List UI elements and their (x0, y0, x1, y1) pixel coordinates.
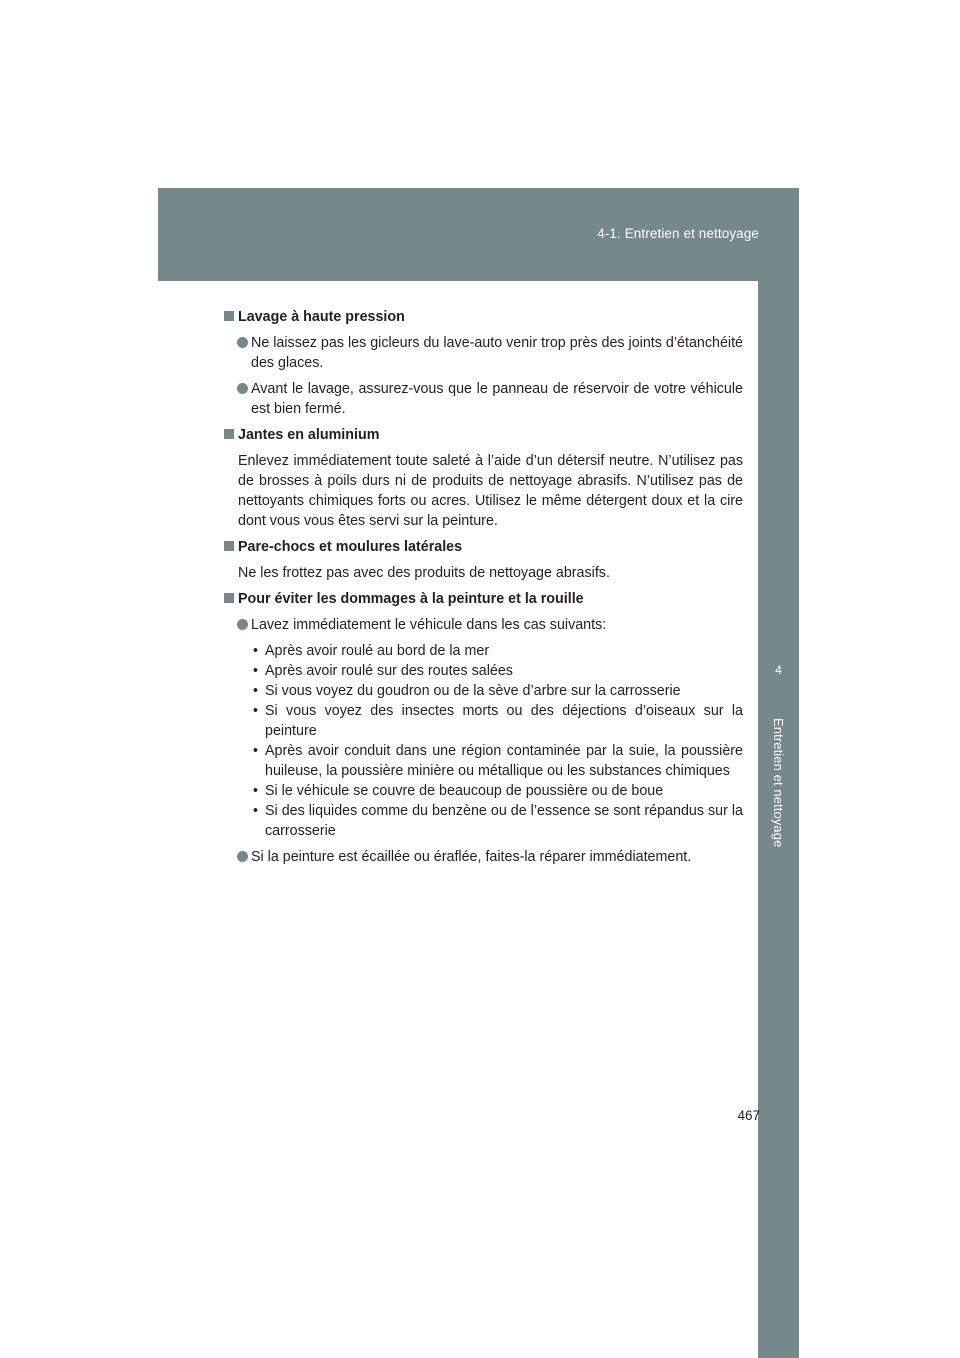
paragraph-bumpers: Ne les frottez pas avec des produits de nettoyage abrasifs. (238, 565, 610, 581)
list-item: • Si vous voyez des insectes morts ou des déjections d’oiseaux sur la peinture (253, 703, 743, 739)
square-bullet-icon (224, 541, 234, 551)
page-number: 467 (737, 1108, 760, 1123)
list-item: • Si le véhicule se couvre de beaucoup de poussière ou de boue (253, 783, 664, 799)
bullet-dot-icon: • (253, 663, 259, 679)
list-item: • Si des liquides comme du benzène ou de l’essence se sont répandus sur la carrosserie (253, 803, 743, 839)
square-bullet-icon (224, 429, 234, 439)
list-item: Si la peinture est écaillée ou éraflée, faites-la réparer immédiatement. (224, 847, 743, 867)
list-item: Ne laissez pas les gicleurs du lave-auto venir trop près des joints d’étanchéité des glaces. (224, 333, 743, 373)
circle-bullet-icon (237, 383, 248, 394)
circle-bullet-icon (237, 337, 248, 348)
list-item: • Après avoir roulé sur des routes salées (253, 663, 513, 679)
cases-list (224, 641, 743, 841)
chapter-label: Entretien et nettoyage (771, 718, 786, 848)
bullet-dot-icon: • (253, 683, 259, 699)
list-item: Lavez immédiatement le véhicule dans les cas suivants: (224, 615, 743, 635)
circle-bullet-icon (237, 851, 248, 862)
section-heading-high-pressure: Lavage à haute pression (224, 307, 743, 327)
section-heading-bumpers: Pare-chocs et moulures latérales (224, 537, 743, 557)
square-bullet-icon (224, 311, 234, 321)
list-item: • Après avoir conduit dans une région contaminée par la suie, la poussière huileuse, la poussière minière ou métallique ou les substances chimiques (253, 743, 743, 779)
section-heading-paint-rust: Pour éviter les dommages à la peinture et la rouille (224, 589, 743, 609)
page-content (224, 307, 743, 873)
circle-bullet-icon (237, 619, 248, 630)
header-band (158, 188, 799, 281)
bullet-dot-icon: • (253, 783, 259, 799)
section-heading-aluminum-wheels: Jantes en aluminium (224, 425, 743, 445)
paragraph-aluminum-wheels: Enlevez immédiatement toute saleté à l’aide d’un détersif neutre. N’utilisez pas de brosses à poils durs ni de produits de nettoyage abrasifs. N’utilisez pas de nettoyants chimiques forts ou acres. Utilisez le même détergent doux et la cire dont vous vous êtes servi sur la peinture. (238, 453, 743, 529)
bullet-dot-icon: • (253, 643, 259, 659)
bullet-dot-icon: • (253, 703, 259, 719)
chapter-side-tab (758, 281, 799, 1358)
chapter-number: 4 (775, 663, 782, 677)
bullet-dot-icon: • (253, 743, 259, 759)
section-title: 4-1. Entretien et nettoyage (597, 226, 759, 241)
list-item: • Si vous voyez du goudron ou de la sève d’arbre sur la carrosserie (253, 683, 681, 699)
bullet-dot-icon: • (253, 803, 259, 819)
list-item: Avant le lavage, assurez-vous que le panneau de réservoir de votre véhicule est bien fermé. (224, 379, 743, 419)
list-item: • Après avoir roulé au bord de la mer (253, 643, 490, 659)
square-bullet-icon (224, 593, 234, 603)
